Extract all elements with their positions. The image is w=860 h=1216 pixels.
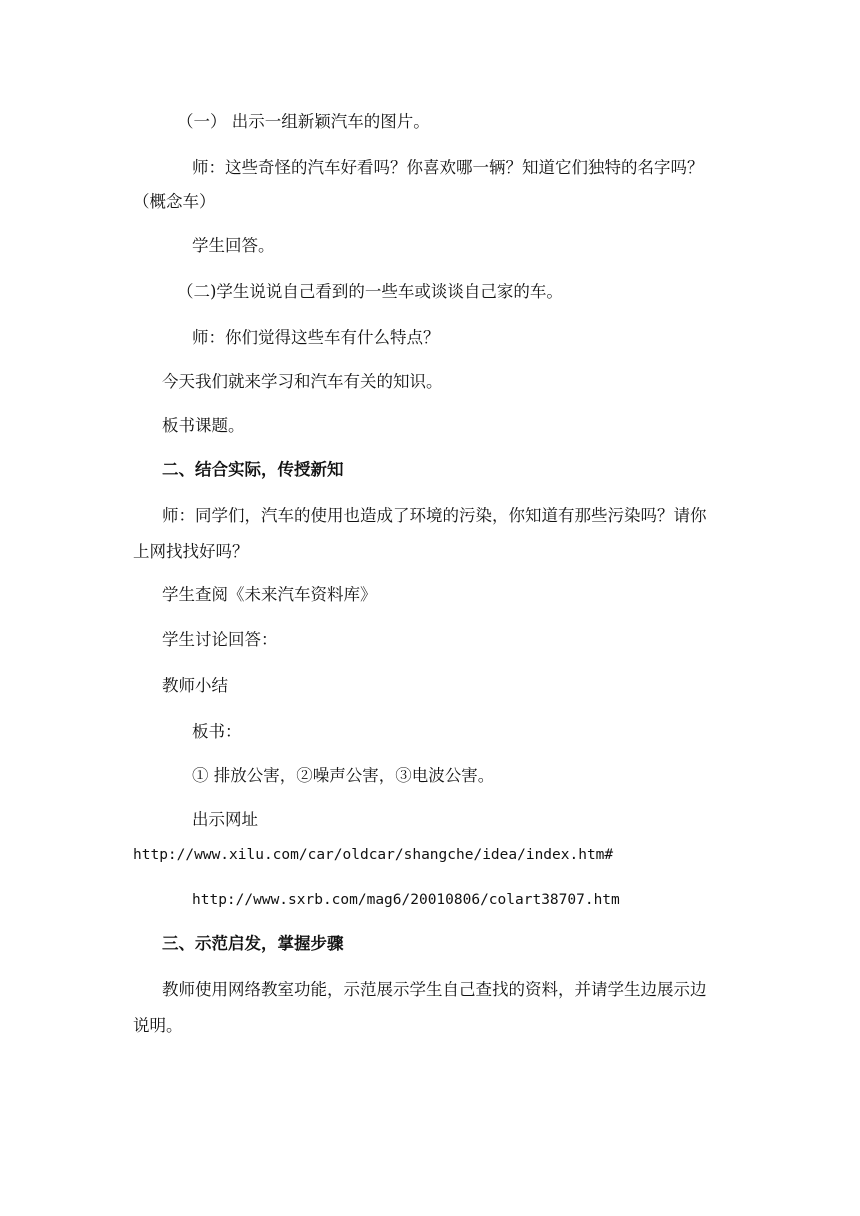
teacher-demo-line-cont: 说明。 bbox=[133, 1016, 183, 1035]
student-lookup-line: 学生查阅《未来汽车资料库》 bbox=[162, 585, 377, 604]
url-link-sxrb[interactable]: http://www.sxrb.com/mag6/20010806/colart38707.htm bbox=[192, 892, 620, 908]
teacher-features-line: 师：你们觉得这些车有什么特点？ bbox=[192, 328, 440, 347]
teacher-question-line: 师：这些奇怪的汽车好看吗？你喜欢哪一辆？知道它们独特的名字吗？ bbox=[192, 158, 704, 177]
teacher-pollution-line-cont: 上网找找好吗？ bbox=[133, 542, 249, 561]
student-discuss-line: 学生讨论回答： bbox=[162, 630, 278, 649]
heading-part-two: 二、结合实际，传授新知 bbox=[162, 460, 344, 479]
concept-car-line: （概念车） bbox=[133, 192, 216, 211]
url-link-xilu[interactable]: http://www.xilu.com/car/oldcar/shangche/idea/index.htm# bbox=[133, 847, 614, 863]
board-label-line: 板书： bbox=[192, 722, 242, 741]
section-one-line: （一） 出示一组新颖汽车的图片。 bbox=[177, 112, 430, 131]
student-answer-line: 学生回答。 bbox=[192, 236, 275, 255]
section-two-line: （二)学生说说自己看到的一些车或谈谈自己家的车。 bbox=[177, 282, 563, 301]
board-title-line: 板书课题。 bbox=[162, 416, 245, 435]
teacher-summary-line: 教师小结 bbox=[162, 676, 228, 695]
intro-line: 今天我们就来学习和汽车有关的知识。 bbox=[162, 372, 443, 391]
teacher-pollution-line: 师：同学们，汽车的使用也造成了环境的污染，你知道有那些污染吗？请你 bbox=[162, 506, 707, 525]
show-url-line: 出示网址 bbox=[192, 810, 258, 829]
heading-part-three: 三、示范启发，掌握步骤 bbox=[162, 934, 344, 953]
teacher-demo-line: 教师使用网络教室功能，示范展示学生自己查找的资料，并请学生边展示边 bbox=[162, 980, 707, 999]
pollution-list-line: ① 排放公害，②噪声公害，③电波公害。 bbox=[192, 766, 495, 785]
